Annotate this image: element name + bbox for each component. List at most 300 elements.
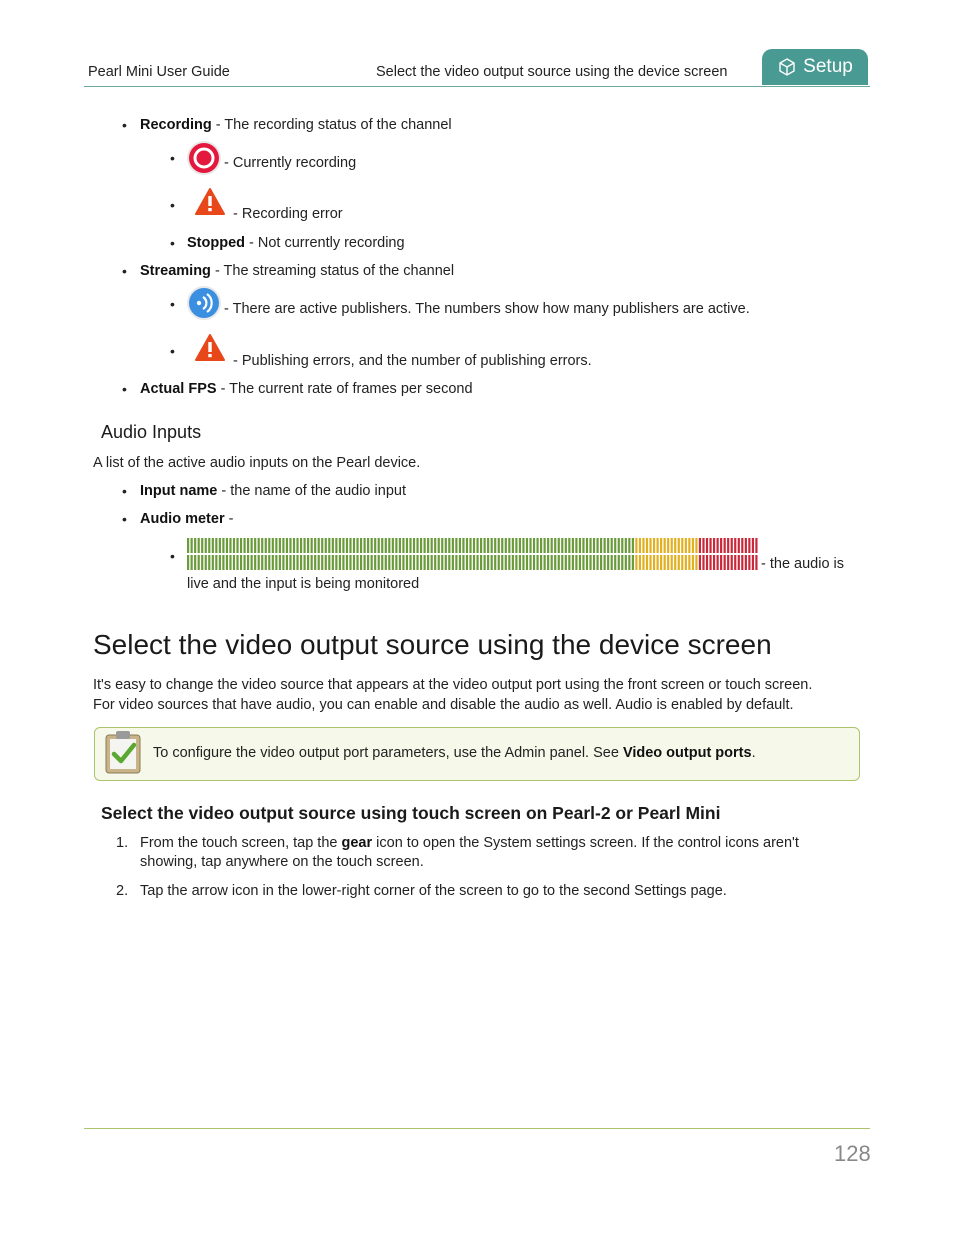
recording-error-text: - Recording error (233, 206, 343, 222)
meter-bar (484, 555, 486, 570)
meter-bar (579, 538, 581, 553)
meter-bar (554, 555, 556, 570)
meter-bar (660, 538, 662, 553)
meter-bar (671, 538, 673, 553)
meter-bar (685, 555, 687, 570)
meter-bar (371, 538, 373, 553)
meter-bar (205, 538, 207, 553)
cube-icon (777, 57, 797, 77)
meter-bar (229, 555, 231, 570)
meter-bar (212, 538, 214, 553)
meter-bar (402, 538, 404, 553)
bullet: • (170, 150, 175, 166)
meter-bar (505, 555, 507, 570)
meter-bar (575, 555, 577, 570)
meter-bar (522, 538, 524, 553)
meter-bar (381, 538, 383, 553)
meter-bar (554, 538, 556, 553)
meter-bar (575, 538, 577, 553)
meter-bar (346, 538, 348, 553)
meter-bar (561, 555, 563, 570)
meter-bar (515, 538, 517, 553)
meter-bar (286, 538, 288, 553)
stopped-term: Stopped (187, 235, 245, 251)
meter-bar (240, 538, 242, 553)
meter-bar (674, 538, 676, 553)
meter-bar (498, 538, 500, 553)
meter-bar (547, 555, 549, 570)
meter-bar (378, 555, 380, 570)
meter-bar (399, 555, 401, 570)
meter-bar (589, 538, 591, 553)
meter-bar (275, 538, 277, 553)
meter-bar (222, 555, 224, 570)
step-number: 2. (116, 883, 129, 899)
meter-bar (671, 555, 673, 570)
meter-bar (681, 538, 683, 553)
meter-bar (558, 555, 560, 570)
audio-meter-desc: - (224, 511, 234, 527)
meter-bar (229, 538, 231, 553)
meter-bar (632, 538, 634, 553)
meter-bar (752, 555, 754, 570)
meter-bar (646, 555, 648, 570)
meter-bar (639, 555, 641, 570)
meter-bar (755, 555, 757, 570)
meter-bar (349, 538, 351, 553)
audio-meter-term: Audio meter (140, 511, 225, 527)
bullet: • (122, 483, 127, 499)
bullet: • (170, 197, 175, 213)
meter-bar (360, 555, 362, 570)
meter-bar (191, 538, 193, 553)
step-1-line-2: showing, tap anywhere on the touch screen. (140, 854, 424, 870)
video-output-ports-link[interactable]: Video output ports (622, 745, 752, 761)
meter-bar (293, 555, 295, 570)
meter-bar (628, 538, 630, 553)
bullet: • (122, 263, 127, 279)
meter-bar (709, 555, 711, 570)
page-number: 128 (834, 1141, 871, 1166)
meter-bar (508, 538, 510, 553)
fps-item (140, 381, 473, 397)
meter-bar (194, 538, 196, 553)
meter-bar (424, 555, 426, 570)
guide-title: Pearl Mini User Guide (88, 64, 230, 80)
meter-bar (561, 538, 563, 553)
meter-bar (579, 555, 581, 570)
meter-bar (205, 555, 207, 570)
bullet: • (170, 548, 175, 564)
meter-bar (649, 538, 651, 553)
meter-bar (480, 538, 482, 553)
meter-bar (582, 555, 584, 570)
meter-bar (529, 538, 531, 553)
meter-bar (311, 555, 313, 570)
meter-bar (699, 555, 701, 570)
meter-bar (533, 555, 535, 570)
meter-bar (258, 555, 260, 570)
meter-bar (611, 538, 613, 553)
meter-bar (476, 538, 478, 553)
meter-bar (487, 555, 489, 570)
meter-bar (342, 538, 344, 553)
meter-bar (349, 555, 351, 570)
bullet: • (122, 117, 127, 133)
meter-bar (215, 555, 217, 570)
stopped-item (187, 235, 405, 251)
meter-bar (480, 555, 482, 570)
meter-bar (618, 538, 620, 553)
currently-recording-text: - Currently recording (224, 155, 357, 171)
meter-bar (614, 555, 616, 570)
note-end: . (751, 745, 756, 761)
meter-bar (706, 555, 708, 570)
meter-bar (388, 538, 390, 553)
meter-bar (734, 555, 736, 570)
meter-bar (614, 538, 616, 553)
meter-bar (604, 555, 606, 570)
meter-bar (702, 555, 704, 570)
step-1-pre: From the touch screen, tap the (140, 835, 342, 851)
meter-bar (713, 538, 715, 553)
meter-bar (625, 538, 627, 553)
meter-bar (219, 555, 221, 570)
meter-bar (247, 555, 249, 570)
meter-bar (431, 555, 433, 570)
header-rule (84, 86, 870, 87)
meter-bar (441, 555, 443, 570)
meter-bar (660, 555, 662, 570)
meter-bar (303, 555, 305, 570)
meter-bar (568, 555, 570, 570)
fps-term: Actual FPS (140, 381, 217, 397)
meter-bar (191, 555, 193, 570)
meter-bar (642, 538, 644, 553)
note-body: To configure the video output port parameters, use the Admin panel. See (153, 745, 623, 761)
meter-bar (364, 555, 366, 570)
meter-bar (448, 555, 450, 570)
meter-bar (261, 538, 263, 553)
meter-bar (201, 538, 203, 553)
meter-bar (473, 538, 475, 553)
meter-bar (487, 538, 489, 553)
meter-bar (653, 538, 655, 553)
meter-bar (438, 555, 440, 570)
meter-bar (328, 555, 330, 570)
meter-bar (755, 538, 757, 553)
meter-bar (551, 555, 553, 570)
meter-bar (674, 555, 676, 570)
meter-bar (307, 555, 309, 570)
meter-bar (222, 538, 224, 553)
input-name-item (140, 483, 406, 499)
meter-bar (198, 538, 200, 553)
meter-bar (491, 555, 493, 570)
meter-bar (353, 555, 355, 570)
meter-bar (198, 555, 200, 570)
meter-bar (395, 555, 397, 570)
meter-bar (731, 538, 733, 553)
meter-bar (367, 555, 369, 570)
meter-bar (448, 538, 450, 553)
meter-bar (593, 555, 595, 570)
meter-bar (346, 555, 348, 570)
meter-bar (586, 555, 588, 570)
meter-bar (282, 538, 284, 553)
meter-bar (286, 555, 288, 570)
meter-bar (572, 538, 574, 553)
meter-bar (635, 538, 637, 553)
meter-bar (194, 555, 196, 570)
fps-desc: - The current rate of frames per second (216, 381, 473, 397)
publishing-errors-text: - Publishing errors, and the number of publishing errors. (233, 353, 592, 369)
input-name-term: Input name (140, 483, 218, 499)
meter-bar (342, 555, 344, 570)
bullet: • (170, 343, 175, 359)
meter-bar (692, 538, 694, 553)
meter-bar (243, 555, 245, 570)
meter-bar (540, 538, 542, 553)
meter-bar (332, 538, 334, 553)
meter-bar (656, 555, 658, 570)
meter-bar (713, 555, 715, 570)
meter-bar (667, 555, 669, 570)
meter-bar (748, 538, 750, 553)
meter-bar (702, 538, 704, 553)
meter-bar (261, 555, 263, 570)
meter-bar (413, 555, 415, 570)
meter-bar (462, 555, 464, 570)
meter-bar (311, 538, 313, 553)
meter-bar (395, 538, 397, 553)
setup-tab-label: Setup (803, 56, 853, 77)
meter-bar (678, 538, 680, 553)
meter-bar (321, 538, 323, 553)
meter-bar (558, 538, 560, 553)
meter-bar (318, 538, 320, 553)
meter-bar (434, 538, 436, 553)
bullet: • (170, 296, 175, 312)
meter-bar (526, 538, 528, 553)
meter-bar (321, 555, 323, 570)
meter-bar (293, 538, 295, 553)
meter-bar (586, 538, 588, 553)
meter-bar (621, 555, 623, 570)
meter-bar (699, 538, 701, 553)
meter-bar (371, 555, 373, 570)
meter-bar (593, 538, 595, 553)
meter-bar (431, 538, 433, 553)
meter-bar (208, 538, 210, 553)
meter-bar (600, 555, 602, 570)
meter-bar (215, 538, 217, 553)
meter-bar (501, 538, 503, 553)
meter-bar (724, 555, 726, 570)
meter-bar (409, 538, 411, 553)
meter-bar (678, 555, 680, 570)
meter-bar (416, 555, 418, 570)
audio-meter-item (140, 511, 233, 527)
meter-bar (314, 538, 316, 553)
meter-bar (406, 538, 408, 553)
meter-bar (664, 538, 666, 553)
meter-bar (724, 538, 726, 553)
meter-bar (752, 538, 754, 553)
meter-bar (233, 538, 235, 553)
meter-bar (409, 555, 411, 570)
meter-bar (565, 538, 567, 553)
meter-bar (611, 555, 613, 570)
meter-bar (254, 555, 256, 570)
bullet: • (122, 381, 127, 397)
meter-bar (681, 555, 683, 570)
meter-bar (720, 538, 722, 553)
meter-bar (388, 555, 390, 570)
meter-bar (512, 555, 514, 570)
meter-bar (328, 538, 330, 553)
meter-bar (688, 555, 690, 570)
meter-bar (289, 538, 291, 553)
meter-bar (187, 538, 189, 553)
meter-bar (420, 538, 422, 553)
meter-bar (335, 555, 337, 570)
meter-bar (367, 538, 369, 553)
meter-bar (427, 538, 429, 553)
meter-bar (360, 538, 362, 553)
meter-bar (296, 555, 298, 570)
meter-bar (618, 555, 620, 570)
meter-bar (296, 538, 298, 553)
meter-bar (540, 555, 542, 570)
meter-bar (325, 538, 327, 553)
recording-icon (186, 140, 222, 176)
meter-bar (600, 538, 602, 553)
meter-bar (688, 538, 690, 553)
meter-bar (282, 555, 284, 570)
warning-icon (194, 333, 226, 363)
meter-bar (695, 538, 697, 553)
meter-bar (424, 538, 426, 553)
meter-caption-1: - the audio is (761, 556, 845, 572)
meter-bar (519, 538, 521, 553)
meter-bar (717, 555, 719, 570)
meter-bar (642, 555, 644, 570)
meter-bar (226, 555, 228, 570)
meter-bar (621, 538, 623, 553)
meter-bar (667, 538, 669, 553)
note-text (153, 745, 756, 761)
meter-bar (515, 555, 517, 570)
meter-bar (738, 538, 740, 553)
meter-bar (656, 538, 658, 553)
meter-bar (413, 538, 415, 553)
section-title: Select the video output source using the device screen (93, 629, 772, 660)
footer-rule (84, 1128, 870, 1129)
clipboard-check-icon (103, 729, 143, 775)
meter-bar (392, 555, 394, 570)
meter-bar (385, 538, 387, 553)
meter-bar (226, 538, 228, 553)
meter-bar (469, 555, 471, 570)
meter-bar (501, 555, 503, 570)
meter-bar (236, 555, 238, 570)
meter-bar (272, 538, 274, 553)
meter-bar (251, 538, 253, 553)
meter-bar (452, 538, 454, 553)
meter-bar (649, 555, 651, 570)
meter-bar (279, 538, 281, 553)
bullet: • (170, 235, 175, 251)
streaming-icon (186, 285, 222, 321)
meter-bar (607, 538, 609, 553)
stopped-desc: - Not currently recording (245, 235, 405, 251)
meter-bar (505, 538, 507, 553)
meter-bar (536, 538, 538, 553)
meter-bar (325, 555, 327, 570)
meter-bar (374, 555, 376, 570)
meter-bar (335, 538, 337, 553)
meter-bar (187, 555, 189, 570)
meter-bar (741, 538, 743, 553)
meter-bar (476, 555, 478, 570)
meter-bar (339, 538, 341, 553)
meter-bar (356, 538, 358, 553)
meter-bar (572, 555, 574, 570)
meter-bar (695, 555, 697, 570)
meter-bar (459, 555, 461, 570)
meter-bar (717, 538, 719, 553)
meter-bar (300, 555, 302, 570)
meter-bar (692, 555, 694, 570)
meter-bar (402, 555, 404, 570)
meter-bar (251, 555, 253, 570)
meter-bar (565, 555, 567, 570)
meter-bar (512, 538, 514, 553)
meter-bar (494, 555, 496, 570)
step-1-post: icon to open the System settings screen. If the control icons aren't (372, 835, 799, 851)
meter-bar (314, 555, 316, 570)
meter-bar (498, 555, 500, 570)
meter-bar (219, 538, 221, 553)
meter-bar (385, 555, 387, 570)
streaming-item (140, 263, 454, 279)
meter-bar (332, 555, 334, 570)
meter-bar (547, 538, 549, 553)
meter-bar (734, 538, 736, 553)
meter-bar (243, 538, 245, 553)
meter-bar (459, 538, 461, 553)
meter-bar (469, 538, 471, 553)
meter-bar (519, 555, 521, 570)
meter-bar (268, 555, 270, 570)
meter-bar (604, 538, 606, 553)
gear-term: gear (341, 835, 373, 851)
setup-tab[interactable] (762, 49, 868, 85)
recording-term: Recording (140, 117, 212, 133)
meter-bar (300, 538, 302, 553)
meter-bar (445, 538, 447, 553)
meter-bar (318, 555, 320, 570)
meter-bar (307, 538, 309, 553)
meter-bar (529, 555, 531, 570)
audio-meter-graphic (187, 538, 758, 570)
meter-bar (416, 538, 418, 553)
meter-bar (268, 538, 270, 553)
meter-bar (289, 555, 291, 570)
meter-bar (632, 555, 634, 570)
meter-bar (462, 538, 464, 553)
